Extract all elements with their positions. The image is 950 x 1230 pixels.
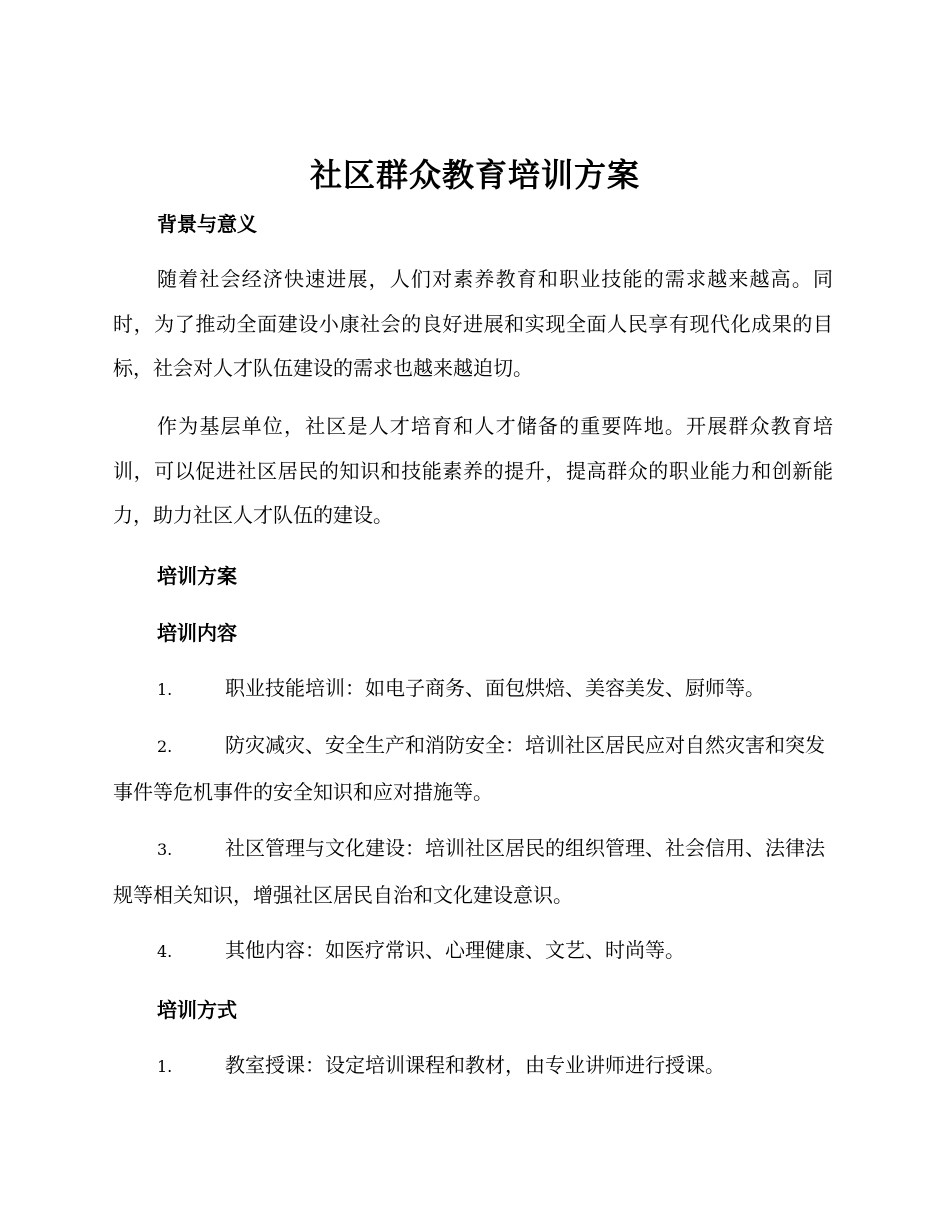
heading-content: 培训内容: [157, 621, 237, 645]
list-item-text: 社区管理与文化建设：培训社区居民的组织管理、社会信用、法律法规等相关知识，增强社区居民自治和文化建设意识。: [113, 836, 825, 907]
list-number: 2.: [157, 737, 173, 756]
list-number: 4.: [157, 942, 173, 961]
list-number: 3.: [157, 840, 173, 859]
list-item-text: 教室授课：设定培训课程和教材，由专业讲师进行授课。: [225, 1053, 725, 1077]
list-item-text: 其他内容：如医疗常识、心理健康、文艺、时尚等。: [225, 938, 685, 962]
list-item-text: 职业技能培训：如电子商务、面包烘焙、美容美发、厨师等。: [225, 676, 765, 700]
list-item-text: 防灾减灾、安全生产和消防安全：培训社区居民应对自然灾害和突发事件等危机事件的安全知识和应对措施等。: [113, 733, 825, 804]
paragraph-2: 作为基层单位，社区是人才培育和人才储备的重要阵地。开展群众教育培训，可以促进社区居民的知识和技能素养的提升，提高群众的职业能力和创新能力，助力社区人才队伍的建设。: [113, 414, 833, 527]
method-item-1: [113, 1043, 833, 1090]
paragraph-1: 随着社会经济快速进展，人们对素养教育和职业技能的需求越来越高。同时，为了推动全面建设小康社会的良好进展和实现全面人民享有现代化成果的目标，社会对人才队伍建设的需求也越来越迫切。: [113, 267, 833, 380]
content-item-1: [113, 666, 833, 713]
content-item-2: [113, 723, 833, 814]
content-item-4: [113, 928, 833, 975]
list-number: 1.: [157, 680, 173, 699]
heading-plan: 培训方案: [157, 564, 237, 588]
content-item-3: [113, 826, 833, 917]
heading-method: 培训方式: [157, 998, 237, 1022]
document-title: 社区群众教育培训方案: [309, 156, 640, 194]
list-number: 1.: [157, 1057, 173, 1076]
heading-background: 背景与意义: [157, 212, 257, 236]
